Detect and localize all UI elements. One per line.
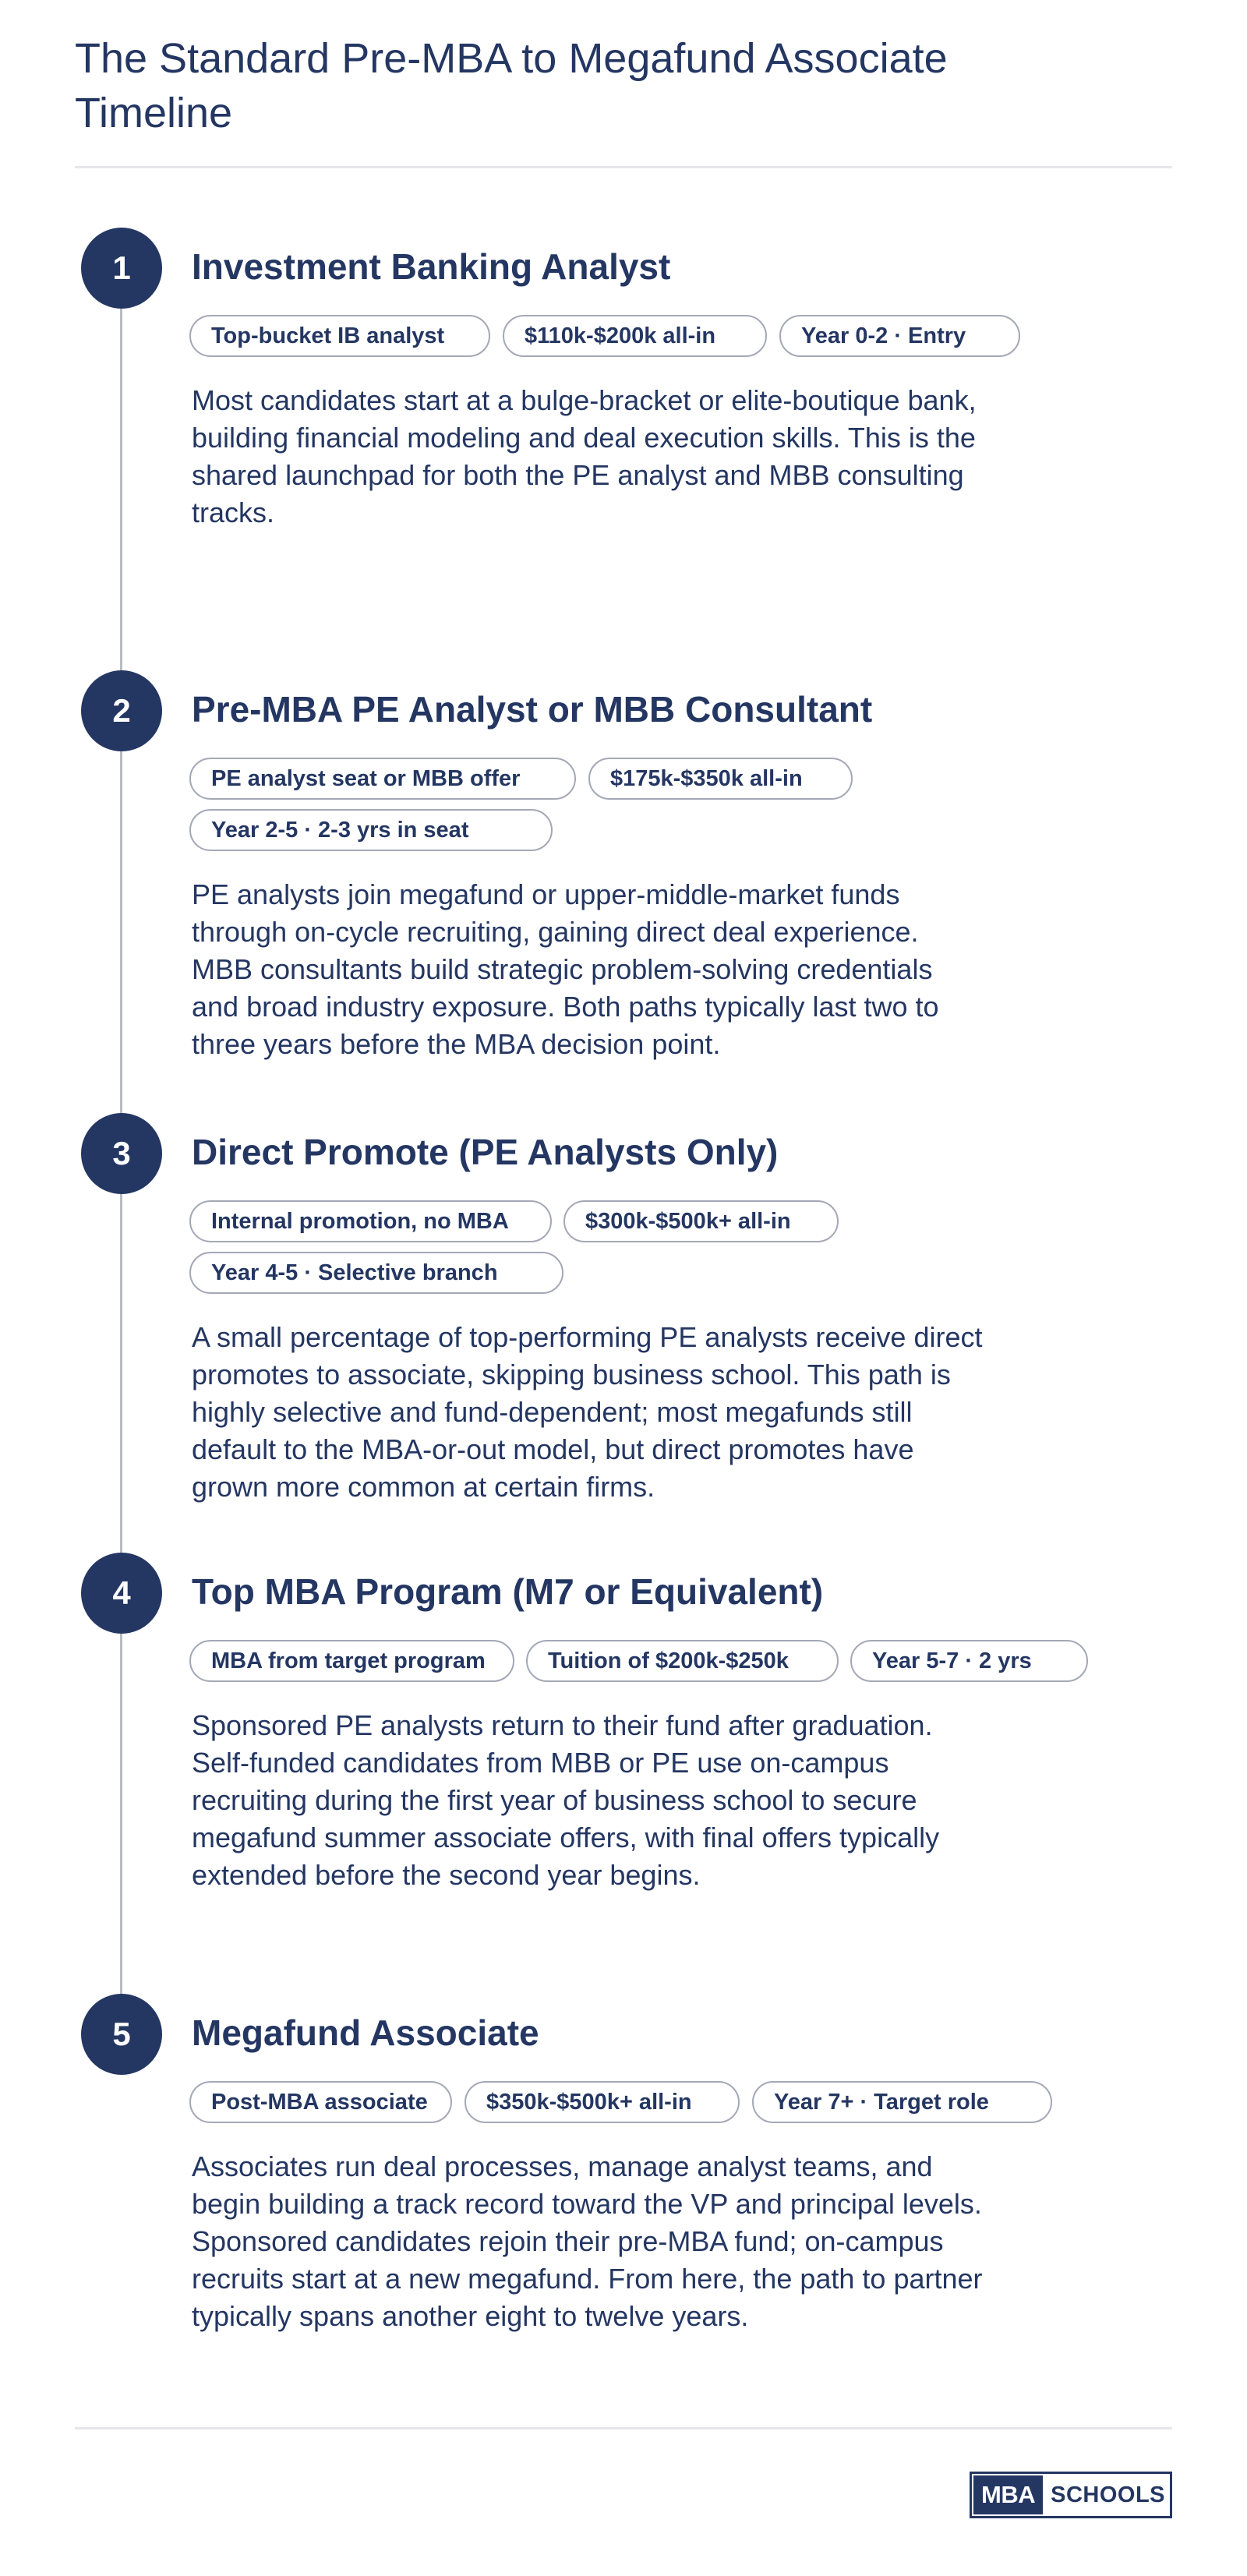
step-tag-comp: $110k-$200k all-in (503, 315, 767, 357)
step-tag-comp: $175k-$350k all-in (588, 758, 853, 800)
step-tag-role: PE analyst seat or MBB offer (189, 758, 576, 800)
top-divider (75, 166, 1172, 168)
logo-mark: MBA (973, 2475, 1043, 2514)
bottom-divider (75, 2427, 1172, 2429)
step-description: Sponsored PE analysts return to their fund after graduation. Self-funded candidates from MBB or PE use on-campus recruiting during the first year of business school to secure megafund summer associate offers, with final offers typically extended before the second year begins. (192, 1709, 940, 1891)
step-tag-comp: $300k-$500k+ all-in (563, 1200, 839, 1242)
step-tag-role: Internal promotion, no MBA (189, 1200, 552, 1242)
step-tag-timing: Year 5-7 · 2 yrs (850, 1640, 1088, 1682)
step-number-badge: 3 (81, 1113, 162, 1194)
step-number-badge: 1 (81, 228, 162, 309)
mba-schools-logo (970, 2472, 1172, 2518)
step-tag-timing: Year 7+ · Target role (752, 2081, 1052, 2123)
step-tag-role: MBA from target program (189, 1640, 514, 1682)
step-tag-timing: Year 0-2 · Entry (779, 315, 1020, 357)
step-number-badge: 2 (81, 670, 162, 751)
step-tag-comp: $350k-$500k+ all-in (465, 2081, 740, 2123)
step-tag-role: Top-bucket IB analyst (189, 315, 490, 357)
step-title: Pre-MBA PE Analyst or MBB Consultant (192, 689, 873, 730)
step-title: Direct Promote (PE Analysts Only) (192, 1132, 779, 1172)
step-title: Investment Banking Analyst (192, 246, 671, 287)
step-description: Most candidates start at a bulge-bracket or elite-boutique bank, building financial modeling and deal execution skills. This is the shared launchpad for both the PE analyst and MBB consulting tracks. (192, 384, 977, 528)
step-number-badge: 5 (81, 1994, 162, 2075)
step-number-badge: 4 (81, 1553, 162, 1634)
step-description: Associates run deal processes, manage analyst teams, and begin building a track record toward the VP and principal levels. Sponsored candidates rejoin their pre-MBA fund; on-campus recruits start at a new megafund. From here, the path to partner typically spans another eight to twelve years. (192, 2150, 983, 2332)
page-title: The Standard Pre-MBA to Megafund Associate Timeline (75, 35, 948, 136)
step-title: Top MBA Program (M7 or Equivalent) (192, 1571, 824, 1612)
step-description: PE analysts join megafund or upper-middle-market funds through on-cycle recruiting, gaining direct deal experience. MBB consultants build strategic problem-solving credentials and broad industry exposure. Both paths typically last two to three years before the MBA decision point. (192, 878, 939, 1060)
logo-wordmark: SCHOOLS (1051, 2482, 1166, 2507)
step-tag-comp: Tuition of $200k-$250k (526, 1640, 839, 1682)
step-tag-timing: Year 2-5 · 2-3 yrs in seat (189, 809, 553, 851)
step-title: Megafund Associate (192, 2012, 539, 2053)
step-tag-timing: Year 4-5 · Selective branch (189, 1252, 563, 1294)
step-description: A small percentage of top-performing PE analysts receive direct promotes to associate, skipping business school. This path is highly selective and fund-dependent; most megafunds still default to the MBA-or-out model, but direct promotes have grown more common at certain firms. (192, 1321, 983, 1503)
step-tag-role: Post-MBA associate (189, 2081, 452, 2123)
